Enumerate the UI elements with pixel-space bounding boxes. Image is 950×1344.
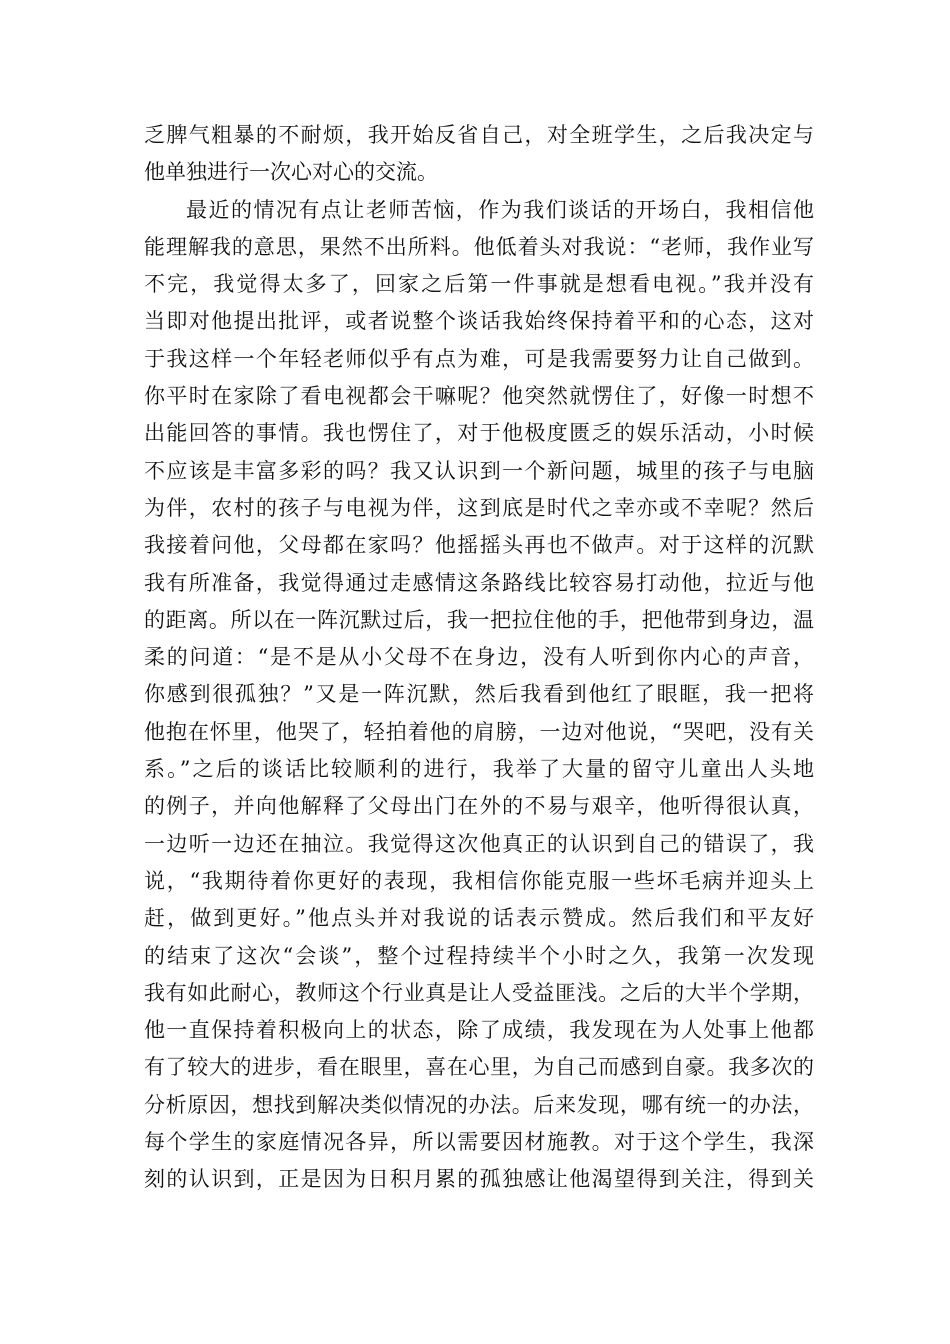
- text-line: 的例子，并向他解释了父母出门在外的不易与艰辛，他听得很认真，: [144, 794, 814, 819]
- text-line: 为伴，农村的孩子与电视为伴，这到底是时代之幸亦或不幸呢？然后: [144, 495, 814, 520]
- text-line: 我有所准备，我觉得通过走感情这条路线比较容易打动他，拉近与他: [144, 570, 814, 595]
- text-line: 的距离。所以在一阵沉默过后，我一把拉住他的手，把他带到身边，温: [144, 607, 814, 632]
- text-line: 有了较大的进步，看在眼里，喜在心里，为自己而感到自豪。我多次的: [144, 1055, 814, 1080]
- text-line: 刻的认识到，正是因为日积月累的孤独感让他渴望得到关注，得到关: [144, 1167, 814, 1192]
- text-line: 你平时在家除了看电视都会干嘛呢？他突然就愣住了，好像一时想不: [144, 384, 814, 409]
- text-line: 赶，做到更好。”他点头并对我说的话表示赞成。然后我们和平友好: [144, 906, 814, 931]
- text-line: 柔的问道：“是不是从小父母不在身边，没有人听到你内心的声音，: [144, 645, 814, 670]
- body-text: [144, 117, 814, 1199]
- text-line: 他单独进行一次心对心的交流。: [144, 160, 438, 185]
- text-line: 说，“我期待着你更好的表现，我相信你能克服一些坏毛病并迎头上: [144, 868, 814, 893]
- text-line: 我有如此耐心，教师这个行业真是让人受益匪浅。之后的大半个学期，: [144, 980, 814, 1005]
- text-line: 他抱在怀里，他哭了，轻拍着他的肩膀，一边对他说，“哭吧，没有关: [144, 719, 814, 744]
- text-line: 出能回答的事情。我也愣住了，对于他极度匮乏的娱乐活动，小时候: [144, 421, 814, 446]
- text-line: 分析原因，想找到解决类似情况的办法。后来发现，哪有统一的办法，: [144, 1092, 814, 1117]
- text-line: 不应该是丰富多彩的吗？我又认识到一个新问题，城里的孩子与电脑: [144, 458, 814, 483]
- text-line: 于我这样一个年轻老师似乎有点为难，可是我需要努力让自己做到。: [144, 346, 814, 371]
- text-line: 当即对他提出批评，或者说整个谈话我始终保持着平和的心态，这对: [144, 309, 814, 334]
- paragraph-first-line: 最近的情况有点让老师苦恼，作为我们谈话的开场白，我相信他: [186, 197, 814, 222]
- text-line: 我接着问他，父母都在家吗？他摇摇头再也不做声。对于这样的沉默: [144, 533, 814, 558]
- text-line: 每个学生的家庭情况各异，所以需要因材施教。对于这个学生，我深: [144, 1130, 814, 1155]
- text-line: 你感到很孤独？”又是一阵沉默，然后我看到他红了眼眶，我一把将: [144, 682, 814, 707]
- text-line: 不完，我觉得太多了，回家之后第一件事就是想看电视。”我并没有: [144, 272, 814, 297]
- text-line: 的结束了这次“会谈”，整个过程持续半个小时之久，我第一次发现: [144, 943, 814, 968]
- text-line: 他一直保持着积极向上的状态，除了成绩，我发现在为人处事上他都: [144, 1018, 814, 1043]
- text-line: 一边听一边还在抽泣。我觉得这次他真正的认识到自己的错误了，我: [144, 831, 814, 856]
- text-line: 系。”之后的谈话比较顺利的进行，我举了大量的留守儿童出人头地: [144, 757, 814, 782]
- text-line: 乏脾气粗暴的不耐烦，我开始反省自己，对全班学生，之后我决定与: [144, 123, 814, 147]
- text-line: 能理解我的意思，果然不出所料。他低着头对我说：“老师，我作业写: [144, 234, 814, 259]
